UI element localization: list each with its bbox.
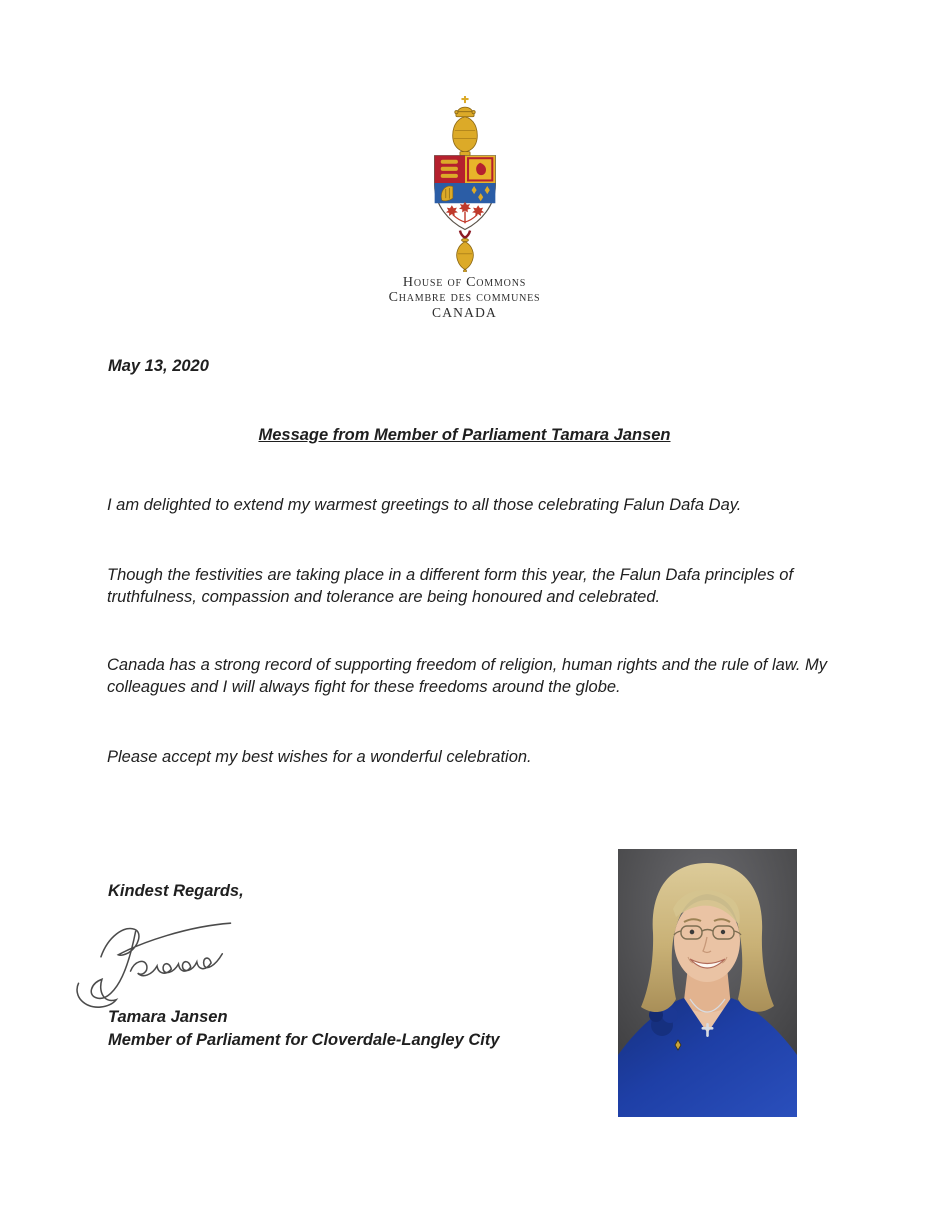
sender-block — [108, 1006, 500, 1051]
letterhead — [0, 96, 929, 321]
letter-paragraph: I am delighted to extend my warmest greetings to all those celebrating Falun Dafa Day. — [107, 496, 742, 514]
letter-closing: Kindest Regards, — [108, 882, 244, 900]
letter-paragraph: Though the festivities are taking place in a different form this year, the Falun Dafa principles of truthfulness, compassion and tolerance are being honoured and celebrated. — [107, 566, 794, 606]
house-of-commons-crest-icon — [424, 96, 506, 272]
letterhead-caption — [389, 275, 541, 321]
letter-date: May 13, 2020 — [108, 357, 209, 375]
letter-paragraph: Please accept my best wishes for a wonderful celebration. — [107, 748, 532, 766]
letter-paragraph: Canada has a strong record of supporting freedom of religion, human rights and the rule of law. My colleagues and I will always fight for these freedoms around the globe. — [107, 656, 827, 696]
handwritten-signature — [72, 914, 238, 1016]
letter-heading: Message from Member of Parliament Tamara Jansen — [258, 426, 671, 444]
sender-portrait-photo — [618, 849, 797, 1117]
org-country: CANADA — [432, 305, 497, 320]
org-name-english: House of Commons — [402, 275, 527, 290]
org-name-french: Chambre des communes — [388, 290, 541, 305]
sender-title: Member of Parliament for Cloverdale-Langley City — [108, 1030, 500, 1049]
sender-name: Tamara Jansen — [108, 1008, 228, 1026]
